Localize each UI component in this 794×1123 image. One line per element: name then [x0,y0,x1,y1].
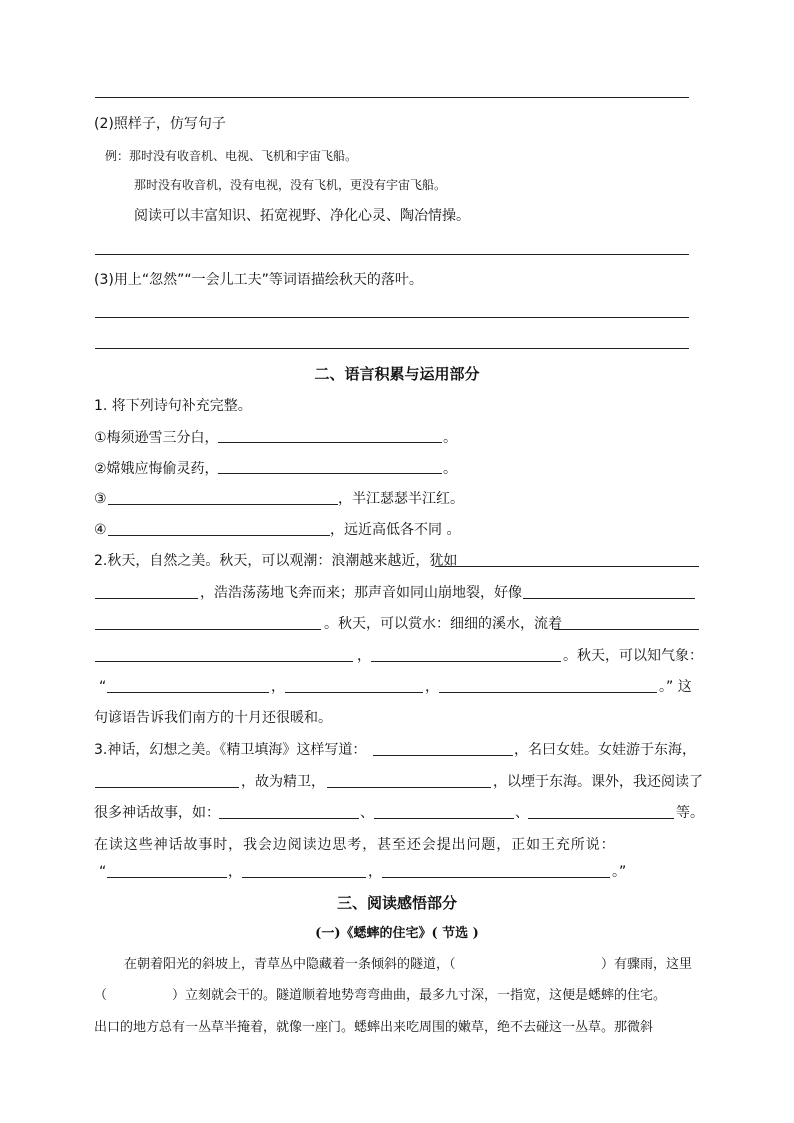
answer-line [95,317,689,318]
fill-blank[interactable] [219,818,359,819]
fill-blank[interactable] [107,877,227,878]
fill-blank[interactable] [107,692,269,693]
fill-blank[interactable] [327,787,491,788]
s2-q3-line-2b: ，以堙于东海。课外，我还阅读了 [493,774,703,790]
fill-blank[interactable] [523,598,695,599]
poem-line-3: ，半江瑟瑟半江红。 [338,491,464,507]
answer-line [95,348,689,349]
comma: ， [368,864,382,880]
poem-line-1: ①梅须逊雪三分白， [94,430,219,446]
s2-q3-line-2a: ，故为精卫， [241,774,325,790]
s2-q1-title: 1. 将下列诗句补充完整。 [94,398,252,414]
s2-q2-line-3: 。秋天，可以赏水：细细的溪水，流着 [324,616,562,632]
fill-blank[interactable] [218,473,442,474]
passage-line-2a: （ [94,988,108,1003]
fill-blank[interactable] [439,692,657,693]
section-3-heading: 三、阅读感悟部分 [336,894,457,912]
fill-blank[interactable] [95,598,198,599]
passage-line-3: 出口的地方总有一丛草半掩着，就像一座门。蟋蟀出来吃周围的嫩草，绝不去碰这一丛草。那微斜 [94,1020,654,1035]
q2-sentence: 阅读可以丰富知识、拓宽视野、净化心灵、陶冶情操。 [134,208,470,224]
s2-q3-line-1a: 3.神话，幻想之美。《精卫填海》这样写道： [94,742,367,758]
s2-q2-line-4-end: 。秋天，可以知气象： [563,648,703,664]
comma: ， [425,679,439,695]
q3-title: (3)用上“忽然”“一会儿工夫”等词语描绘秋天的落叶。 [94,272,423,288]
poem-number-4: ④ [94,522,107,538]
s2-q2-line-2: ，浩浩荡荡地飞奔而来；那声音如同山崩地裂，好像 [200,585,522,601]
fill-blank[interactable] [108,504,338,505]
dun-comma: 、 [360,805,374,821]
poem-number-3: ③ [94,491,107,507]
fill-blank[interactable] [95,629,321,630]
s2-q3-line-3-end: 等。 [676,805,704,821]
fill-blank[interactable] [242,877,366,878]
period: 。 [443,430,457,446]
comma: ， [357,648,371,664]
fill-blank[interactable] [218,442,442,443]
s2-q3-line-1b: ，名曰女娃。女娃游于东海， [514,742,696,758]
fill-blank[interactable] [554,629,699,630]
dun-comma: 、 [515,805,529,821]
open-quote: “ [99,679,107,695]
fill-blank[interactable] [95,661,353,662]
period: 。 [443,461,457,477]
passage-line-1b: ）有骤雨，这里 [601,957,693,972]
fill-blank[interactable] [371,661,561,662]
s2-q2-line-5-end: 。” 这 [659,679,692,695]
fill-blank[interactable] [285,692,423,693]
poem-line-2: ②嫦娥应悔偷灵药， [94,461,219,477]
s2-q3-line-3a: 很多神话故事，如： [94,805,220,821]
fill-blank[interactable] [382,877,610,878]
passage-line-2b: ）立刻就会干的。隧道顺着地势弯弯曲曲，最多九寸深，一指宽，这便是蟋蟀的住宅。 [172,988,667,1003]
s2-q3-line-4: 在读这些神话故事时，我会边阅读边思考，甚至还会提出问题，正如王充所说： [94,837,616,853]
answer-line [95,97,689,98]
example-line-2: 那时没有收音机，没有电视，没有飞机，更没有宇宙飞船。 [134,178,447,192]
section-2-heading: 二、语言积累与运用部分 [314,365,480,383]
fill-blank[interactable] [373,755,513,756]
comma: ， [271,679,285,695]
passage-line-1a: 在朝着阳光的斜坡上，青草丛中隐藏着一条倾斜的隧道，（ [124,957,456,972]
s2-q2-line-6: 句谚语告诉我们南方的十月还很暖和。 [94,710,332,726]
fill-blank[interactable] [528,818,674,819]
answer-line [95,254,689,255]
q2-title: (2)照样子，仿写句子 [94,116,226,132]
reading-title: (一)《蟋蟀的住宅》( 节选 ) [315,926,479,941]
comma: ， [228,864,242,880]
fill-blank[interactable] [435,566,699,567]
s2-q3-line-5-end: 。” [612,864,627,880]
s2-q2-line-1: 2.秋天，自然之美。秋天，可以观潮：浪潮越来越近，犹如 [94,553,458,569]
poem-line-4: ，远近高低各不同 。 [330,522,461,538]
fill-blank[interactable] [108,535,330,536]
example-line-1: 例：那时没有收音机、电视、飞机和宇宙飞船。 [105,149,358,163]
fill-blank[interactable] [374,818,514,819]
open-quote: “ [99,864,107,880]
fill-blank[interactable] [95,787,239,788]
